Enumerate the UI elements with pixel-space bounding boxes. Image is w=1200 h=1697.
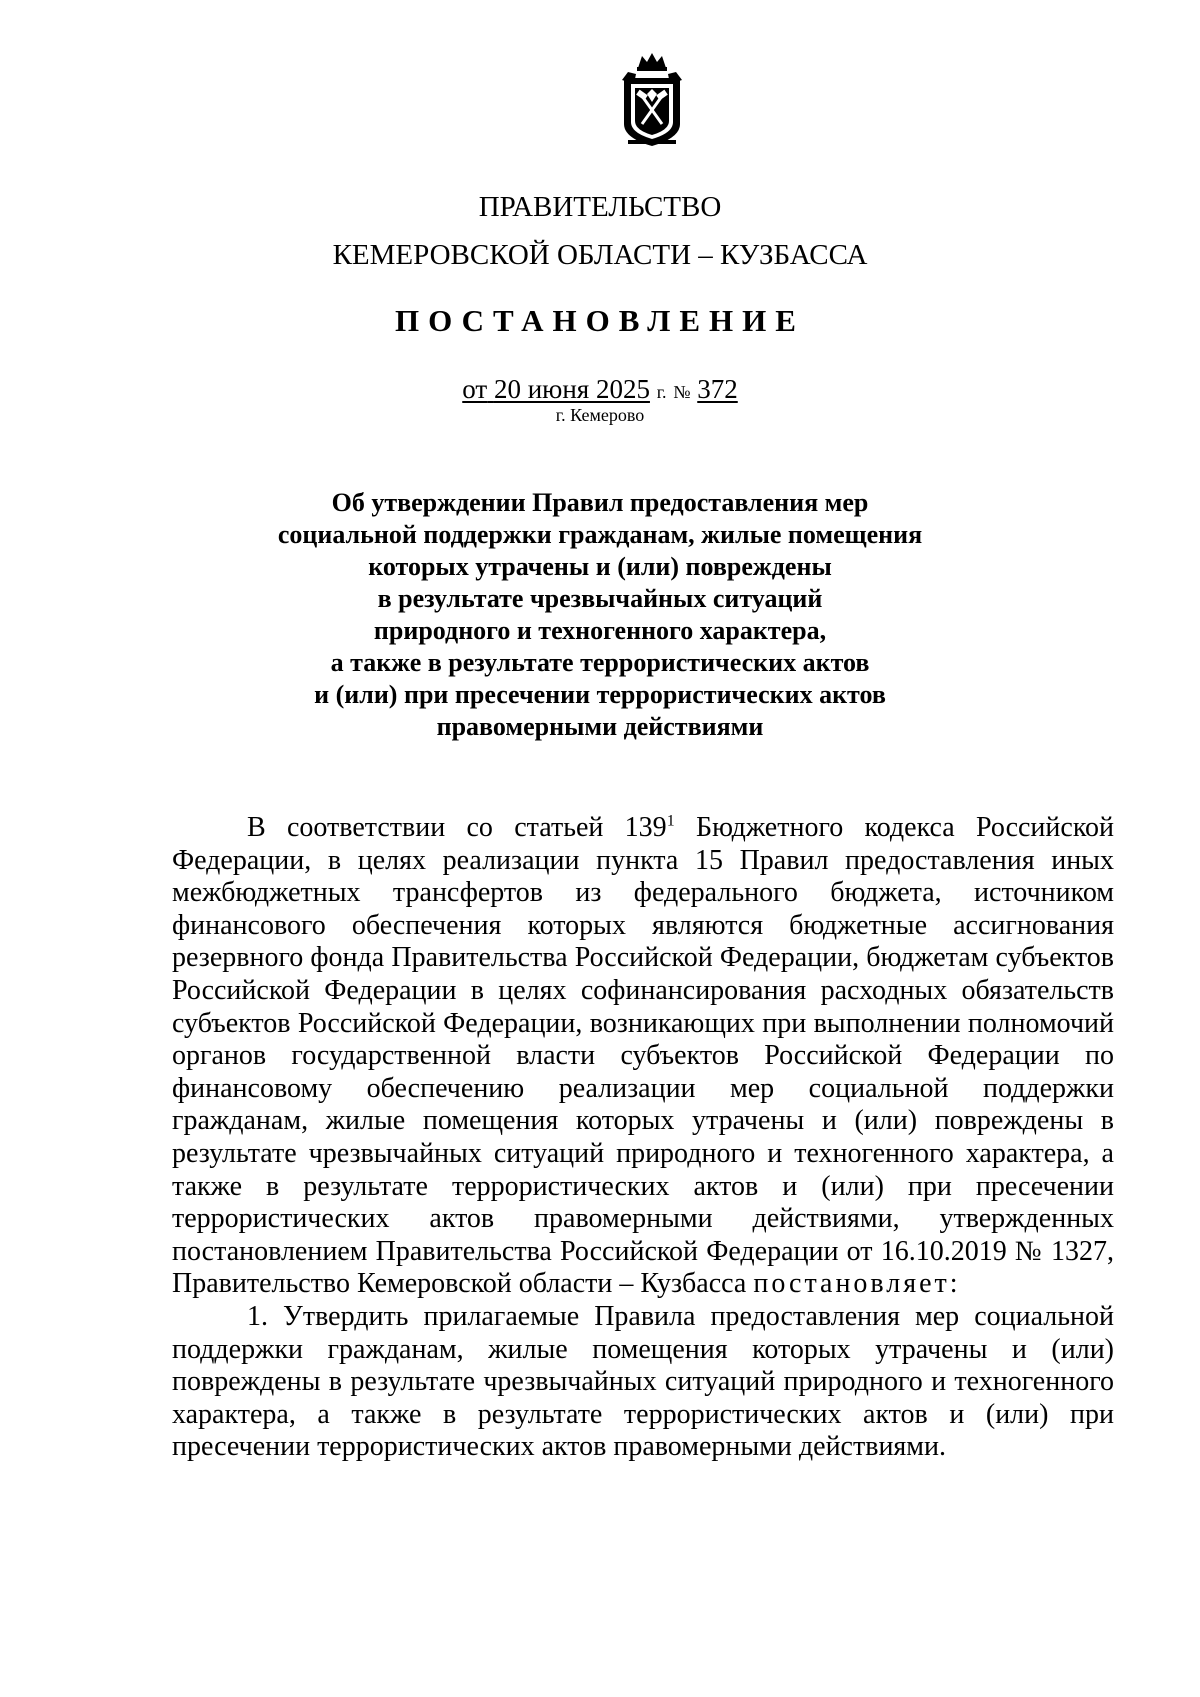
paragraph-item-1: 1. Утвердить прилагаемые Правила предоставления мер социальной поддержки гражданам, жилые помещения которых утрачены и (или) повреждены в результате чрезвычайных ситуаций природного и техногенного характера, а также в результате террористических актов и (или) при пресечении террористических актов правомерными действиями. bbox=[172, 1300, 1114, 1463]
government-region: КЕМЕРОВСКОЙ ОБЛАСТИ – КУЗБАССА bbox=[332, 239, 868, 271]
year-suffix: г. bbox=[656, 382, 667, 402]
title-line: социальной поддержки гражданам, жилые помещения bbox=[277, 520, 923, 549]
title-line: которых утрачены и (или) повреждены bbox=[368, 552, 832, 581]
title-line: правомерными действиями bbox=[436, 712, 764, 741]
document-type: ПОСТАНОВЛЕНИЕ bbox=[395, 303, 805, 338]
article-superscript: 1 bbox=[666, 812, 675, 830]
document-date-number bbox=[0, 373, 1200, 408]
preamble-text: Бюджетного кодекса Российской Федерации, в целях реализации пункта 15 Правил предоставления иных межбюджетных трансфертов из федерального бюджета, источником финансового обеспечения которых являются бюджетные ассигнования резервного фонда Правительства Российской Федерации, бюджетам субъектов Российской Федерации в целях софинансирования расходных обязательств субъектов Российской Федерации, возникающих при выполнении полномочий органов государственной власти субъектов Российской Федерации по финансовому обеспечению реализации мер социальной поддержки гражданам, жилые помещения которых утрачены и (или) повреждены в результате чрезвычайных ситуаций природного и техногенного характера, а также в результате террористических актов и (или) при пресечении террористических актов правомерными действиями, утвержденных постановлением Правительства Российской Федерации от 16.10.2019 № 1327, Правительство Кемеровской области – Кузбасса bbox=[172, 812, 1114, 1300]
paragraph-preamble bbox=[172, 812, 1114, 1301]
city-line: г. Кемерово bbox=[555, 405, 645, 425]
title-line: а также в результате террористических актов bbox=[330, 648, 870, 677]
number-sign: № bbox=[673, 382, 691, 402]
document-title bbox=[200, 487, 1000, 743]
preamble-start: В соответствии со статьей 139 bbox=[247, 812, 667, 843]
coat-of-arms-icon bbox=[614, 50, 690, 150]
title-line: Об утверждении Правил предоставления мер bbox=[331, 488, 869, 517]
date-prefix: от bbox=[462, 374, 488, 404]
title-line: природного и техногенного характера, bbox=[373, 616, 827, 645]
date-value: 20 июня 2025 bbox=[493, 374, 650, 404]
document-body bbox=[172, 812, 1114, 1464]
government-title: ПРАВИТЕЛЬСТВО bbox=[478, 191, 722, 223]
title-line: и (или) при пресечении террористических актов bbox=[314, 680, 886, 709]
title-line: в результате чрезвычайных ситуаций bbox=[377, 584, 823, 613]
document-number: 372 bbox=[697, 374, 738, 404]
resolves-word: постановляет: bbox=[753, 1268, 961, 1300]
